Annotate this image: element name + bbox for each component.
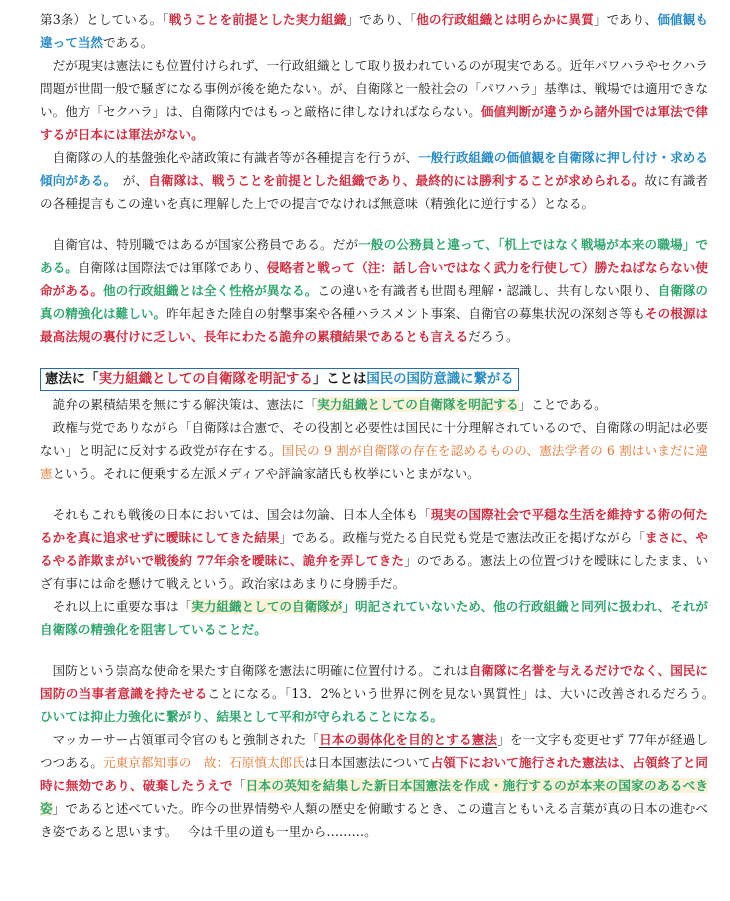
paragraph-3 xyxy=(40,146,708,215)
emphasis-red: その根源は xyxy=(644,306,709,321)
text-segment: が、 xyxy=(110,173,149,188)
text-segment: という。それに便乗する左派メディアや評論家諸氏も枚挙にいとまがない。 xyxy=(52,466,480,481)
text-segment: 」ことは xyxy=(312,371,367,387)
text-segment: それもこれも戦後の日本においては、国会は勿論、日本人全体も「 xyxy=(52,507,431,522)
text-segment: 」であり、 xyxy=(593,12,658,27)
paragraph-1 xyxy=(40,8,708,54)
spacer xyxy=(40,348,708,366)
paragraph-2 xyxy=(40,54,708,146)
emphasis-green: 一般の公務員と違って、「机上ではなく戦場が本来の職場」である。 xyxy=(40,237,709,275)
text-segment: それ以上に重要な事は「 xyxy=(52,599,192,614)
paragraph-10 xyxy=(40,728,708,843)
emphasis-blue: 価値観も違って当然 xyxy=(40,12,709,50)
text-segment: 自衛隊は国際法では軍隊であり、 xyxy=(77,260,267,275)
emphasis-red: 現実の国際社会で平穏な生活を維持する術の何たるかを真に追求せずに曖昧にしてきた結果 xyxy=(40,507,709,545)
text-segment: 政権与党でありながら「自衛隊は合憲で、その役割と必要性は国民に十分理解されているので、自衛隊の明記は必要ない」と明記に反対する政党が存在する。 xyxy=(40,420,708,458)
text-segment: である。 xyxy=(102,35,154,50)
text-segment: 第3条）としている。「 xyxy=(40,12,169,27)
text-segment: 昨年起きた陸自の射撃事案や各種ハラスメント事案、自衛官の募集状況の深刻さ等も xyxy=(166,306,645,321)
text-segment: 」であると述べていた。昨今の世界情勢や人類の歴史を俯瞰するとき、この遺言ともいえる言葉が真の日本の進むべき姿であると思います。 今は千里の道も一里から………。 xyxy=(40,801,709,839)
emphasis-red: 日本の弱体化を目的とする憲法 xyxy=(319,732,498,747)
emphasis-green: 他の行政組織とは全く性格が異なる。 xyxy=(103,283,318,298)
emphasis-green: 実力組織としての自衛隊が xyxy=(191,599,343,614)
text-segment: この違いを有識者も世間も理解・認識し、共有しない限り、 xyxy=(317,283,658,298)
emphasis-blue: 国民の国防意識に繋がる xyxy=(366,371,514,387)
emphasis-red: 戦うことを前提とした実力組織 xyxy=(168,12,347,27)
text-segment: ことになる。「13．2%という世界に例を見ない異質性」は、大いに改善されるだろう。 xyxy=(207,686,721,701)
spacer xyxy=(40,641,708,659)
emphasis-red: 他の行政組織とは明らかに異質 xyxy=(416,12,594,27)
paragraph-5 xyxy=(40,393,708,416)
emphasis-red: 侵略者と戦って（注：話し合いではなく武力を行使して）勝たねばならない使命がある。 xyxy=(40,260,709,298)
text-segment: 」ことである。 xyxy=(518,397,607,412)
section-heading xyxy=(40,368,519,391)
text-segment: 」であり、「 xyxy=(346,12,417,27)
emphasis-orange: 元東京都知事の 故：石原慎太郎氏 xyxy=(103,755,305,770)
text-segment: だろう。 xyxy=(468,329,519,344)
emphasis-green: 実力組織としての自衛隊を明記する xyxy=(317,397,519,412)
emphasis-red: 自衛隊に名誉を与えるだけでなく、国民に国防の当事者意識を持たせる xyxy=(40,663,709,701)
text-segment: 自衛隊の人的基盤強化や諸政策に有識者等が各種提言を行うが、 xyxy=(52,150,419,165)
emphasis-red: 実力組織としての自衛隊を明記する xyxy=(98,371,313,387)
emphasis-green: 日本の英知を結集した新日本国憲法を作成・施行するのが本来の国家のあるべき姿 xyxy=(40,778,709,816)
emphasis-green: 自衛隊の真の精強化は難しい。 xyxy=(40,283,709,321)
emphasis-green: ひいては抑止力強化に繋がり、結果として平和が守られることになる。 xyxy=(40,709,443,724)
text-segment: 詭弁の累積結果を無にする解決策は、憲法に「 xyxy=(52,397,318,412)
paragraph-8 xyxy=(40,595,708,641)
emphasis-red: まさに、やるやる詐欺まがいで戦後約 77年余を曖昧に、詭弁を弄してきた xyxy=(40,530,709,568)
paragraph-9 xyxy=(40,659,721,728)
paragraph-7 xyxy=(40,503,708,595)
text-segment: だが現実は憲法にも位置付けられず、一行政組織として取り扱われているのが現実である。近年パワハラやセクハラ問題が世間一般で騒ぎになる事例が後を絶たない。が、自衛隊と一般社会の「パワハラ」基準は、戦場では適用できない。他方「セクハラ」は、自衛隊内ではもっと厳格に律しなければならない。 xyxy=(40,58,708,119)
emphasis-red: 自衛隊は、戦うことを前提とした組織であり、最終的には勝利することが求められる。 xyxy=(148,173,645,188)
paragraph-4 xyxy=(40,233,708,348)
text-segment: マッカーサー占領軍司令官のもと強制された「 xyxy=(52,732,320,747)
text-segment: 故に有識者の各種提言もこの違いを真に理解した上での提言でなければ無意味（精強化に逆行する）となる。 xyxy=(40,173,709,211)
emphasis-orange: 国民の 9 割が自衛隊の存在を認めるものの、憲法学者の 6 割はいまだに違憲 xyxy=(40,443,708,481)
text-segment: 自衛官は、特別職ではあるが国家公務員である。だが xyxy=(52,237,359,252)
spacer xyxy=(40,485,708,503)
text-segment: 憲法に「 xyxy=(45,371,99,387)
emphasis-red: 価値判断が違うから諸外国では軍法で律するが日本には軍法がない。 xyxy=(40,104,708,142)
emphasis-red: 占領下において施行された憲法は、占領終了と同時に無効であり、破棄したうえで xyxy=(40,755,709,793)
spacer xyxy=(40,215,708,233)
text-segment: 」のである。憲法上の位置づけを曖昧にしたまま、いざ有事には命を懸けて戦えという。政治家はあまりに身勝手だ。 xyxy=(40,553,708,591)
text-segment: 国防という崇高な使命を果たす自衛隊を憲法に明確に位置付ける。これは xyxy=(52,663,469,678)
emphasis-green: 」明記されていないため、他の行政組織と同列に扱われ、それが自衛隊の精強化を阻害していることだ。 xyxy=(40,599,708,637)
emphasis-red: 最高法規の裏付けに乏しい、長年にわたる詭弁の累積結果であるとも言える xyxy=(40,329,469,344)
emphasis-blue: 一般行政組織の価値観を自衛隊に押し付け・求める傾向がある。 xyxy=(40,150,709,188)
paragraph-6 xyxy=(40,416,708,485)
text-segment: 」である。政権与党たる自民党も党是で憲法改正を掲げながら「 xyxy=(279,530,645,545)
text-segment: 「 xyxy=(232,778,246,793)
text-segment: 」を一文字も変更せず 77年が経過しつつある。 xyxy=(40,732,709,770)
text-segment: は日本国憲法について xyxy=(304,755,431,770)
